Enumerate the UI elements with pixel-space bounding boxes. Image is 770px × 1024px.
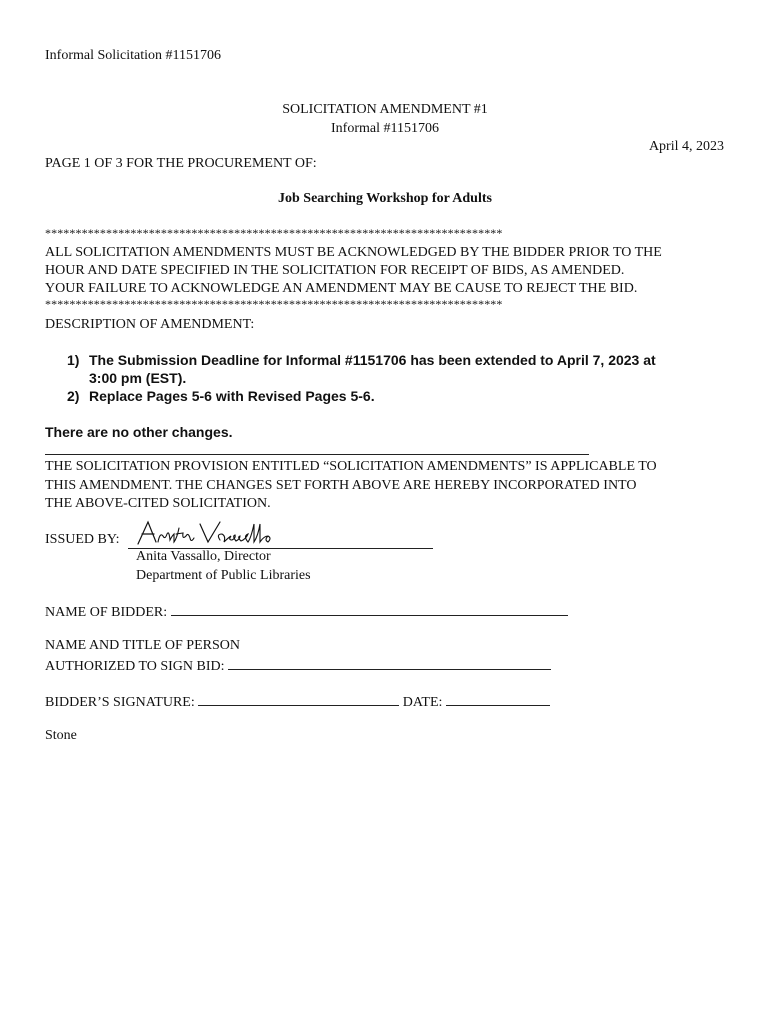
bidder-signature-field[interactable] [198, 692, 399, 706]
amendment-item-text: Replace Pages 5-6 with Revised Pages 5-6. [89, 388, 375, 404]
bidder-name-field[interactable] [171, 602, 568, 616]
page-info: PAGE 1 OF 3 FOR THE PROCUREMENT OF: [45, 156, 317, 171]
solicitation-reference: Informal Solicitation #1151706 [45, 48, 222, 63]
amendment-subtitle: Informal #1151706 [331, 121, 439, 136]
description-label: DESCRIPTION OF AMENDMENT: [45, 317, 255, 332]
amendment-date: April 4, 2023 [648, 139, 724, 154]
issuer-department: Department of Public Libraries [136, 568, 311, 583]
notice-line-1: ALL SOLICITATION AMENDMENTS MUST BE ACKNOWLEDGED BY THE BIDDER PRIOR TO THE [45, 245, 662, 260]
footer-note: Stone [45, 728, 77, 743]
amendment-item-number: 2) [67, 388, 80, 404]
notice-line-3: YOUR FAILURE TO ACKNOWLEDGE AN AMENDMENT MAY BE CAUSE TO REJECT THE BID. [45, 281, 638, 296]
no-other-changes: There are no other changes. [45, 424, 233, 440]
bidder-name-label: NAME OF BIDDER: [45, 605, 168, 620]
separator-bottom: *************************************************************************** [45, 297, 503, 311]
amendment-item-1 [67, 351, 656, 369]
notice-line-2: HOUR AND DATE SPECIFIED IN THE SOLICITATION FOR RECEIPT OF BIDS, AS AMENDED. [45, 263, 625, 278]
separator-top: *************************************************************************** [45, 226, 503, 240]
authorized-label-line-2: AUTHORIZED TO SIGN BID: [45, 659, 225, 674]
procurement-title: Job Searching Workshop for Adults [278, 191, 492, 206]
date-label: DATE: [402, 695, 443, 710]
authorized-person-row [45, 656, 551, 676]
date-field[interactable] [446, 692, 550, 706]
authorized-label-line-1: NAME AND TITLE OF PERSON [45, 638, 240, 653]
bidder-signature-label: BIDDER’S SIGNATURE: [45, 695, 195, 710]
issued-by-label: ISSUED BY: [45, 532, 120, 547]
provision-line-1: THE SOLICITATION PROVISION ENTITLED “SOLICITATION AMENDMENTS” IS APPLICABLE TO [45, 459, 657, 474]
amendment-title: SOLICITATION AMENDMENT #1 [282, 102, 488, 117]
amendment-item-1-continued: 3:00 pm (EST). [89, 370, 187, 386]
authorized-person-field[interactable] [228, 656, 551, 670]
provision-line-2: THIS AMENDMENT. THE CHANGES SET FORTH ABOVE ARE HEREBY INCORPORATED INTO [45, 478, 637, 493]
issuer-signature [136, 518, 296, 548]
amendment-item-number: 1) [67, 352, 80, 368]
issuer-signature-line [128, 524, 433, 549]
amendment-item-text: The Submission Deadline for Informal #1151706 has been extended to April 7, 2023 at [89, 352, 656, 368]
bidder-name-row [45, 602, 568, 622]
bidder-signature-row [45, 692, 550, 712]
section-divider [45, 454, 589, 455]
provision-line-3: THE ABOVE-CITED SOLICITATION. [45, 496, 271, 511]
issuer-name-title: Anita Vassallo, Director [136, 549, 271, 564]
amendment-item-2 [67, 387, 375, 405]
